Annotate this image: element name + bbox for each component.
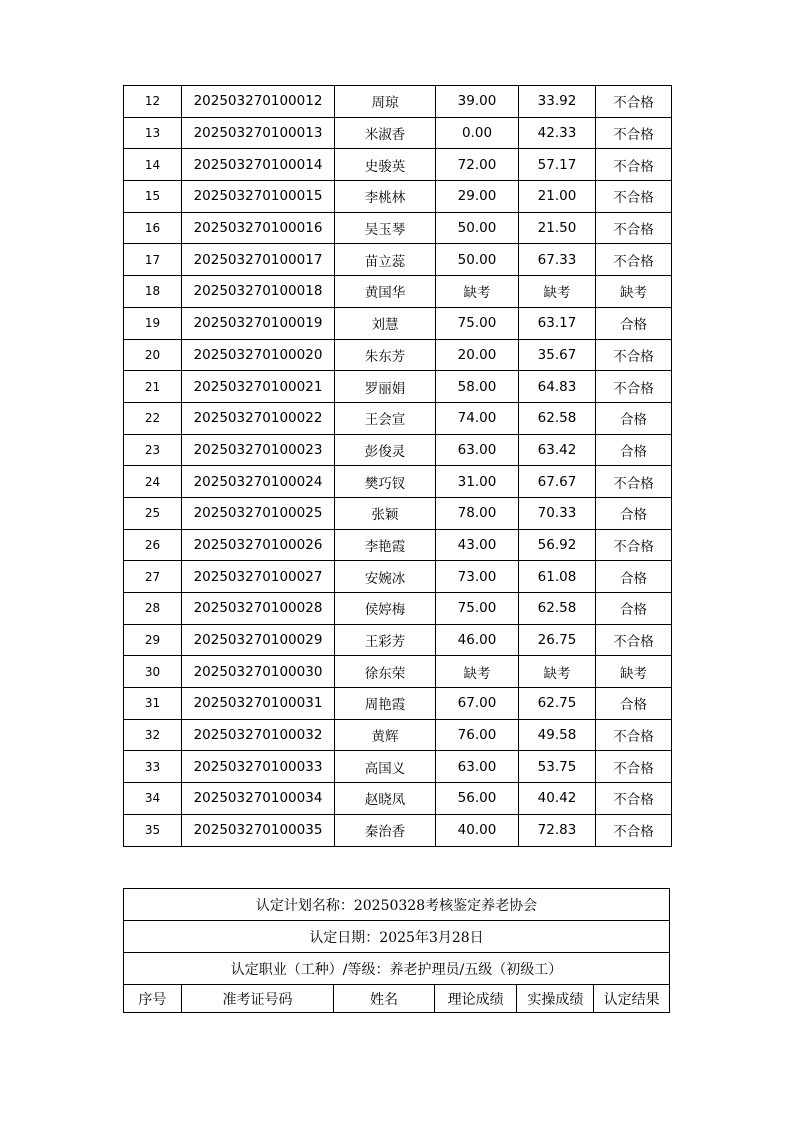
exam-number: 202503270100022 [182,402,335,434]
candidate-name: 樊巧钗 [335,466,436,498]
row-index: 14 [124,149,182,181]
row-index: 12 [124,86,182,118]
practical-score: 62.75 [519,688,596,720]
table-row [124,466,672,498]
theory-score: 73.00 [436,561,519,593]
theory-score: 50.00 [436,244,519,276]
theory-score: 75.00 [436,307,519,339]
exam-number: 202503270100016 [182,212,335,244]
practical-score: 57.17 [519,149,596,181]
row-index: 30 [124,656,182,688]
table-row [124,688,672,720]
theory-score: 63.00 [436,751,519,783]
exam-number: 202503270100031 [182,688,335,720]
row-index: 13 [124,117,182,149]
row-index: 29 [124,624,182,656]
column-header-practical: 实操成绩 [517,985,594,1013]
row-index: 19 [124,307,182,339]
occupation-row [124,953,670,985]
row-index: 22 [124,402,182,434]
theory-score: 67.00 [436,688,519,720]
theory-score: 缺考 [436,276,519,308]
theory-score: 74.00 [436,402,519,434]
exam-number: 202503270100030 [182,656,335,688]
theory-score: 40.00 [436,814,519,846]
theory-score: 72.00 [436,149,519,181]
practical-score: 63.17 [519,307,596,339]
exam-number: 202503270100018 [182,276,335,308]
row-index: 28 [124,593,182,625]
practical-score: 42.33 [519,117,596,149]
practical-score: 26.75 [519,624,596,656]
practical-score: 70.33 [519,497,596,529]
plan-name: 认定计划名称：20250328考核鉴定养老协会 [124,889,670,921]
table-row [124,719,672,751]
exam-number: 202503270100013 [182,117,335,149]
assessment-result: 不合格 [596,371,672,403]
practical-score: 缺考 [519,276,596,308]
assessment-result: 不合格 [596,529,672,561]
assessment-result: 缺考 [596,656,672,688]
practical-score: 缺考 [519,656,596,688]
table-row [124,402,672,434]
table-row [124,434,672,466]
candidate-name: 李艳霞 [335,529,436,561]
practical-score: 33.92 [519,86,596,118]
next-section-header-table [123,888,670,1013]
row-index: 18 [124,276,182,308]
row-index: 32 [124,719,182,751]
column-header-idx: 序号 [124,985,182,1013]
exam-number: 202503270100035 [182,814,335,846]
practical-score: 67.33 [519,244,596,276]
plan-name-row [124,889,670,921]
candidate-name: 秦治香 [335,814,436,846]
table-row [124,212,672,244]
results-body [124,86,672,847]
table-row [124,307,672,339]
practical-score: 35.67 [519,339,596,371]
theory-score: 0.00 [436,117,519,149]
theory-score: 63.00 [436,434,519,466]
candidate-name: 苗立蕊 [335,244,436,276]
candidate-name: 王会宣 [335,402,436,434]
row-index: 33 [124,751,182,783]
exam-number: 202503270100025 [182,497,335,529]
assessment-result: 合格 [596,561,672,593]
column-header-name: 姓名 [334,985,435,1013]
table-row [124,624,672,656]
exam-number: 202503270100017 [182,244,335,276]
table-row [124,86,672,118]
assessment-result: 不合格 [596,339,672,371]
table-row [124,181,672,213]
assessment-result: 不合格 [596,624,672,656]
candidate-name: 赵晓凤 [335,783,436,815]
row-index: 17 [124,244,182,276]
candidate-name: 张颖 [335,497,436,529]
assessment-result: 不合格 [596,244,672,276]
practical-score: 67.67 [519,466,596,498]
table-row [124,814,672,846]
table-row [124,751,672,783]
candidate-name: 史骏英 [335,149,436,181]
assessment-result: 合格 [596,593,672,625]
assessment-result: 不合格 [596,181,672,213]
candidate-name: 高国义 [335,751,436,783]
theory-score: 78.00 [436,497,519,529]
practical-score: 49.58 [519,719,596,751]
assessment-result: 不合格 [596,783,672,815]
practical-score: 56.92 [519,529,596,561]
table-row [124,117,672,149]
column-header-result: 认定结果 [594,985,670,1013]
exam-number: 202503270100028 [182,593,335,625]
assessment-result: 不合格 [596,814,672,846]
table-row [124,593,672,625]
table-row [124,497,672,529]
column-header-exam-no: 准考证号码 [181,985,333,1013]
candidate-name: 彭俊灵 [335,434,436,466]
theory-score: 56.00 [436,783,519,815]
assessment-result: 不合格 [596,466,672,498]
candidate-name: 周琼 [335,86,436,118]
theory-score: 缺考 [436,656,519,688]
exam-number: 202503270100015 [182,181,335,213]
assessment-result: 合格 [596,307,672,339]
exam-number: 202503270100027 [182,561,335,593]
row-index: 25 [124,497,182,529]
exam-number: 202503270100024 [182,466,335,498]
theory-score: 31.00 [436,466,519,498]
row-index: 31 [124,688,182,720]
table-row [124,371,672,403]
results-table [123,85,672,847]
exam-number: 202503270100020 [182,339,335,371]
row-index: 15 [124,181,182,213]
assessment-result: 合格 [596,497,672,529]
theory-score: 75.00 [436,593,519,625]
row-index: 26 [124,529,182,561]
exam-number: 202503270100014 [182,149,335,181]
exam-number: 202503270100029 [182,624,335,656]
practical-score: 40.42 [519,783,596,815]
theory-score: 20.00 [436,339,519,371]
theory-score: 50.00 [436,212,519,244]
theory-score: 46.00 [436,624,519,656]
candidate-name: 侯婷梅 [335,593,436,625]
row-index: 21 [124,371,182,403]
practical-score: 21.50 [519,212,596,244]
candidate-name: 米淑香 [335,117,436,149]
candidate-name: 黄辉 [335,719,436,751]
table-row [124,561,672,593]
assessment-result: 合格 [596,434,672,466]
date-row [124,921,670,953]
exam-number: 202503270100012 [182,86,335,118]
occupation-level: 认定职业（工种）/等级：养老护理员/五级（初级工） [124,953,670,985]
table-row [124,339,672,371]
candidate-name: 安婉冰 [335,561,436,593]
theory-score: 29.00 [436,181,519,213]
candidate-name: 吴玉琴 [335,212,436,244]
assessment-result: 不合格 [596,86,672,118]
row-index: 16 [124,212,182,244]
row-index: 35 [124,814,182,846]
row-index: 34 [124,783,182,815]
row-index: 20 [124,339,182,371]
assessment-date: 认定日期：2025年3月28日 [124,921,670,953]
row-index: 27 [124,561,182,593]
column-header-theory: 理论成绩 [434,985,517,1013]
exam-number: 202503270100033 [182,751,335,783]
theory-score: 76.00 [436,719,519,751]
table-row [124,276,672,308]
exam-number: 202503270100023 [182,434,335,466]
practical-score: 64.83 [519,371,596,403]
assessment-result: 不合格 [596,149,672,181]
candidate-name: 朱东芳 [335,339,436,371]
exam-number: 202503270100032 [182,719,335,751]
exam-number: 202503270100019 [182,307,335,339]
table-row [124,656,672,688]
candidate-name: 罗丽娟 [335,371,436,403]
assessment-result: 合格 [596,688,672,720]
theory-score: 58.00 [436,371,519,403]
practical-score: 62.58 [519,593,596,625]
table-row [124,244,672,276]
practical-score: 62.58 [519,402,596,434]
candidate-name: 徐东荣 [335,656,436,688]
column-header-row [124,985,670,1013]
practical-score: 21.00 [519,181,596,213]
candidate-name: 黄国华 [335,276,436,308]
candidate-name: 周艳霞 [335,688,436,720]
assessment-result: 缺考 [596,276,672,308]
row-index: 24 [124,466,182,498]
candidate-name: 王彩芳 [335,624,436,656]
assessment-result: 不合格 [596,117,672,149]
exam-number: 202503270100034 [182,783,335,815]
assessment-result: 不合格 [596,751,672,783]
practical-score: 61.08 [519,561,596,593]
exam-number: 202503270100021 [182,371,335,403]
theory-score: 39.00 [436,86,519,118]
practical-score: 72.83 [519,814,596,846]
candidate-name: 刘慧 [335,307,436,339]
table-row [124,783,672,815]
table-row [124,529,672,561]
assessment-result: 合格 [596,402,672,434]
assessment-result: 不合格 [596,719,672,751]
exam-number: 202503270100026 [182,529,335,561]
practical-score: 63.42 [519,434,596,466]
theory-score: 43.00 [436,529,519,561]
assessment-result: 不合格 [596,212,672,244]
practical-score: 53.75 [519,751,596,783]
table-row [124,149,672,181]
candidate-name: 李桃林 [335,181,436,213]
row-index: 23 [124,434,182,466]
